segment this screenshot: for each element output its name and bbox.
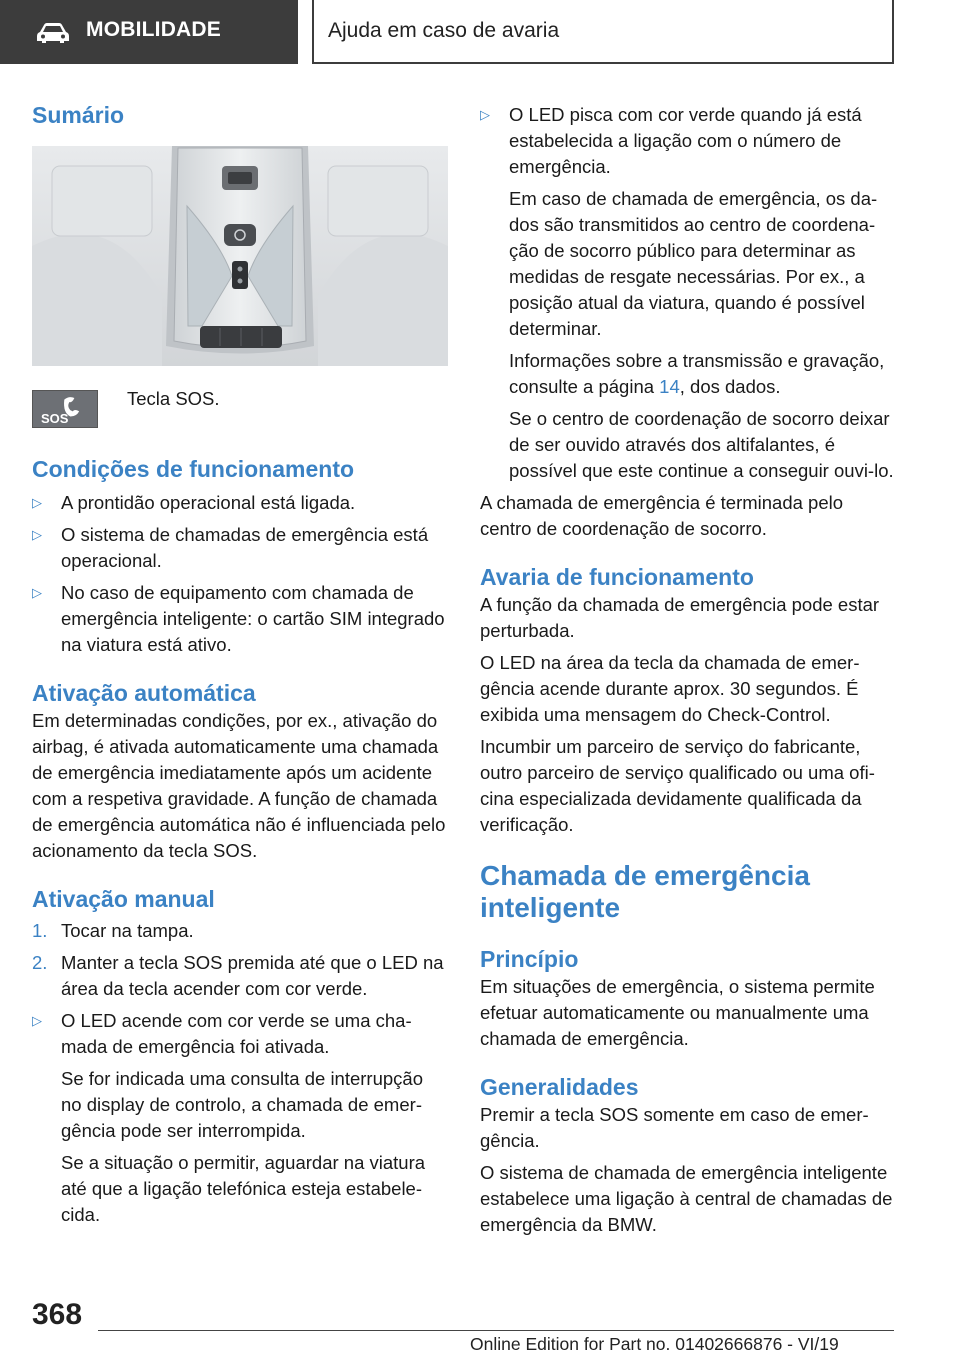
bullet-triangle-icon: ▷	[480, 107, 490, 122]
malfunction-heading: Avaria de funcionamento	[480, 564, 754, 590]
list-item: ▷ No caso de equipamento com chamada de emergência inteligente: o cartão SIM integrado na viatura está ativo.	[32, 582, 445, 655]
right-column	[480, 102, 894, 1238]
bullet-triangle-icon: ▷	[32, 1013, 42, 1028]
auto-activation-text: Em determinadas condições, por ex., ativação do airbag, é ativada automaticamente uma chamada de emergência imediatamente após um acidente com a respetiva gravidade. A função de chamada de emergência automática não é influenciada pelo acionamento da tecla SOS.	[32, 710, 446, 861]
general-text-1: Premir a tecla SOS somente em caso de emergência.	[480, 1104, 869, 1151]
speaker-note-text: Se o centro de coordenação de socorro deixar de ser ouvido através dos altifalantes, é possível que este continue a conseguir ouvi-lo.	[509, 408, 894, 481]
bullet-triangle-icon: ▷	[32, 527, 42, 542]
edition-text: Online Edition for Part no. 01402666876 - VI/19	[470, 1334, 839, 1354]
intelligent-call-heading-line2: inteligente	[480, 892, 621, 923]
page-number: 368	[32, 1298, 83, 1331]
roof-console-photo	[32, 146, 448, 366]
data-transmission-text: Em caso de chamada de emergência, os dados são transmitidos ao centro de coordenação de socorro público para determinar as medidas de resgate necessárias. Por ex., a posição atual da viatura, quando é possível determinar.	[509, 188, 878, 339]
general-heading: Generalidades	[480, 1074, 639, 1100]
principle-text: Em situações de emergência, o sistema permite efetuar automaticamente ou manualmente uma chamada de emergência.	[480, 976, 875, 1049]
page-link[interactable]: 14	[659, 376, 680, 397]
malfunction-text-1: A função da chamada de emergência pode estar perturbada.	[480, 594, 880, 641]
list-item: ▷ O LED acende com cor verde se uma chamada de emergência foi ativada.	[32, 1010, 412, 1057]
info-reference-text: Informações sobre a transmissão e gravação, consulte a página 14, dos dados.	[509, 350, 885, 397]
step-item: 2. Manter a tecla SOS premida até que o LED na área da tecla acender com cor verde.	[32, 952, 444, 999]
chapter-title-box	[312, 0, 894, 64]
list-item: ▷ O sistema de chamadas de emergência está operacional.	[32, 524, 429, 571]
sos-key-legend	[32, 386, 448, 450]
chapter-title: Ajuda em caso de avaria	[328, 19, 560, 42]
sumario-heading: Sumário	[32, 102, 125, 128]
step-item: 1. Tocar na tampa.	[32, 920, 194, 941]
manual-note-2: Se a situação o permitir, aguardar na viatura até que a ligação telefónica esteja estabelecida.	[61, 1152, 426, 1225]
bullet-triangle-icon: ▷	[32, 495, 42, 510]
manual-note-1: Se for indicada uma consulta de interrupção no display de controlo, a chamada de emergência pode ser interrompida.	[61, 1068, 423, 1141]
malfunction-text-3: Incumbir um parceiro de serviço do fabricante, outro parceiro de serviço qualificado ou uma oficina especializada devidamente qualificada da verificação.	[480, 736, 875, 835]
malfunction-text-2: O LED na área da tecla da chamada de emergência acende durante aprox. 30 segundos. É exibida uma mensagem do Check-Control.	[480, 652, 860, 725]
car-icon	[36, 22, 70, 44]
auto-activation-heading: Ativação automática	[32, 680, 256, 706]
section-tab	[0, 0, 298, 64]
sos-caption: Tecla SOS.	[127, 388, 220, 409]
intelligent-call-heading-line1: Chamada de emergência	[480, 860, 810, 891]
call-ended-text: A chamada de emergência é terminada pelo centro de coordenação de socorro.	[480, 492, 844, 539]
bullet-triangle-icon: ▷	[32, 585, 42, 600]
footer-divider	[98, 1330, 894, 1331]
svg-text:SOS: SOS	[41, 411, 69, 426]
conditions-heading: Condições de funcionamento	[32, 456, 355, 482]
page-header	[0, 0, 960, 68]
section-label: MOBILIDADE	[86, 18, 221, 41]
list-item: ▷ O LED pisca com cor verde quando já está estabelecida a ligação com o número de emergência.	[480, 104, 862, 177]
roof-console-illustration	[32, 146, 448, 366]
general-text-2: O sistema de chamada de emergência inteligente estabelece uma ligação à central de chamadas de emergência da BMW.	[480, 1162, 893, 1235]
left-column	[32, 100, 448, 1228]
principle-heading: Princípio	[480, 946, 579, 972]
sos-key-icon	[32, 390, 98, 428]
list-item: ▷ A prontidão operacional está ligada.	[32, 490, 448, 516]
manual-activation-heading: Ativação manual	[32, 886, 215, 912]
